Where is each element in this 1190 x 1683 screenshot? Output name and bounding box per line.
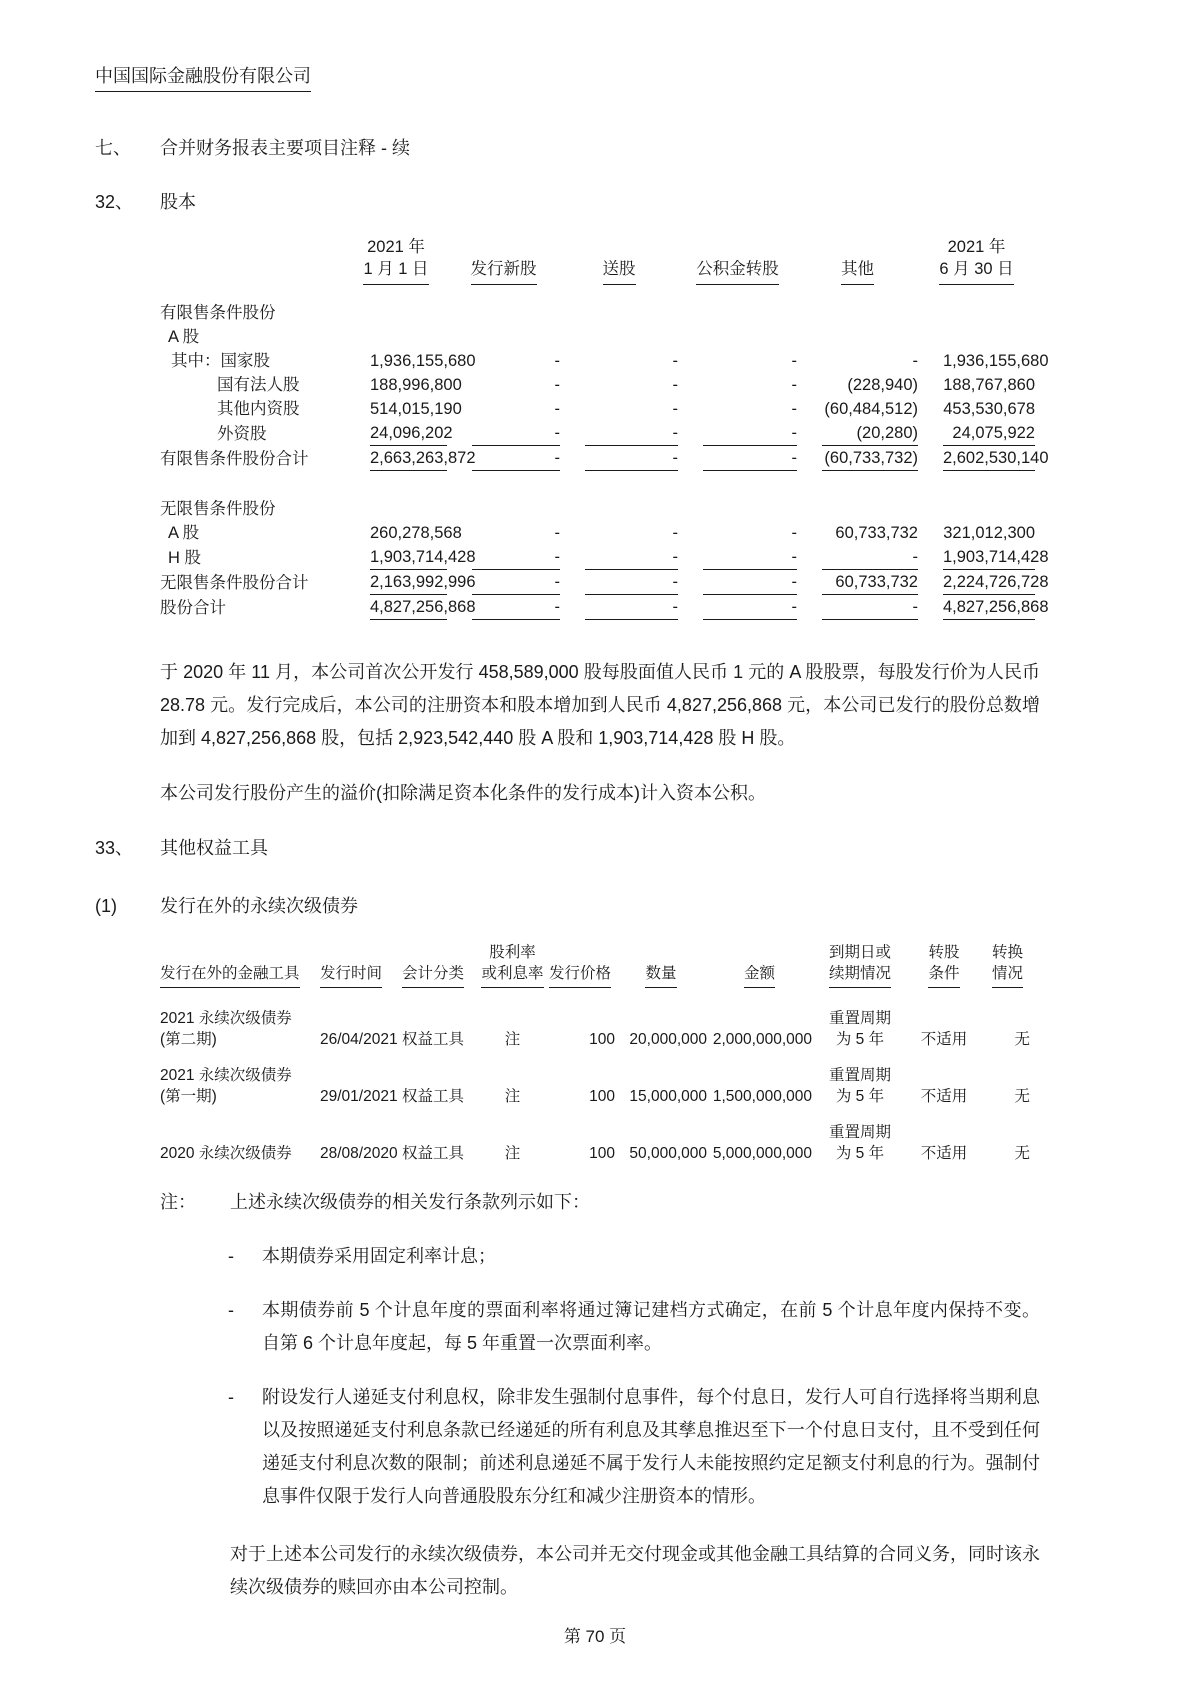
table-row-state-legal-person-shares [160, 373, 1035, 397]
perpetual-bonds-table [160, 942, 1035, 1164]
cell-reserve-conversion: - [703, 570, 797, 595]
share-table-header-year-row [160, 236, 1035, 258]
section-33-title: 其他权益工具 [160, 838, 268, 858]
section-33-1-title: 发行在外的永续次级债券 [160, 896, 358, 916]
bond-quantity: 15,000,000 [629, 1088, 707, 1105]
cell-opening: 260,278,568 [370, 524, 462, 542]
table-row-unrestricted-a-shares [160, 521, 1035, 545]
bullet-dash: - [228, 1246, 234, 1266]
bond-maturity: 重置周期 为 5 年 [828, 1067, 891, 1105]
row-label: 国家股 [220, 352, 270, 370]
note-bullet-2 [228, 1294, 1095, 1360]
cell-closing: 1,936,155,680 [943, 352, 1049, 370]
cell-opening: 2,163,992,996 [370, 570, 447, 595]
cell-new-issue: - [554, 352, 560, 370]
cell-closing: 453,530,678 [943, 400, 1035, 418]
cell-opening: 1,903,714,428 [370, 545, 447, 570]
cell-reserve-conversion: - [791, 400, 797, 418]
bond-conversion-status: 无 [1014, 1145, 1030, 1162]
table-row-restricted-total [160, 446, 1035, 471]
bond-price: 100 [589, 1031, 615, 1048]
section-32-heading [95, 188, 1095, 214]
col-header-reserve-conversion: 公积金转股 [696, 258, 779, 285]
table-row-other-domestic-shares [160, 397, 1035, 421]
cell-reserve-conversion: - [703, 545, 797, 570]
page-number: 第 70 页 [563, 1627, 627, 1646]
cell-bonus: - [585, 545, 678, 570]
cell-bonus: - [672, 524, 678, 542]
row-label: 外资股 [217, 425, 267, 443]
bond-row-2020 [160, 1107, 1035, 1164]
cell-reserve-conversion: - [703, 595, 797, 620]
bond-accounting: 权益工具 [402, 1031, 465, 1048]
bond-accounting: 权益工具 [402, 1145, 465, 1162]
row-label: 无限售条件股份合计 [160, 574, 309, 592]
cell-new-issue: - [472, 545, 560, 570]
cell-new-issue: - [472, 421, 560, 446]
cell-other: 60,733,732 [822, 570, 918, 595]
cell-closing: 188,767,860 [943, 376, 1035, 394]
cell-new-issue: - [472, 595, 560, 620]
bond-quantity: 20,000,000 [629, 1031, 707, 1048]
share-capital-table [160, 236, 1049, 620]
table-row-unrestricted-h-shares [160, 545, 1035, 570]
cell-new-issue: - [554, 376, 560, 394]
row-label: 其他内资股 [217, 400, 300, 418]
cell-closing: 321,012,300 [943, 524, 1035, 542]
cell-bonus: - [585, 446, 678, 471]
bond-name: 2021 永续次级债券 (第一期) [160, 1067, 292, 1105]
paragraph-premium: 本公司发行股份产生的溢价(扣除满足资本化条件的发行成本)计入资本公积。 [160, 783, 766, 803]
table-row-foreign-shares [160, 421, 1035, 446]
bond-maturity: 重置周期 为 5 年 [828, 1124, 891, 1162]
row-label: 股份合计 [160, 599, 226, 617]
bond-row-2021-tranche2 [160, 988, 1035, 1050]
bond-amount: 5,000,000,000 [712, 1145, 812, 1162]
col-header-conversion-terms: 转股 条件 [908, 942, 980, 988]
bonds-table-header-row [160, 942, 1035, 988]
section-33-heading [95, 834, 1095, 860]
bond-name: 2021 永续次级债券 (第二期) [160, 1010, 292, 1048]
row-prefix: 其中： [171, 352, 221, 370]
cell-closing: 2,224,726,728 [943, 570, 1035, 595]
section-33-1-number: (1) [95, 896, 117, 916]
bond-accounting: 权益工具 [402, 1088, 465, 1105]
cell-opening: 1,936,155,680 [370, 352, 476, 370]
section-33-1-heading [95, 892, 1095, 918]
row-label: H 股 [168, 549, 201, 567]
cell-other: - [822, 545, 918, 570]
bond-name: 2020 永续次级债券 [160, 1145, 292, 1162]
bond-issue-date: 29/01/2021 [320, 1088, 398, 1105]
company-name: 中国国际金融股份有限公司 [95, 62, 311, 92]
col-header-bonus-shares: 送股 [603, 258, 636, 285]
col-header-amount: 金额 [744, 963, 775, 988]
cell-new-issue: - [472, 446, 560, 471]
bond-conversion-terms: 不适用 [920, 1031, 968, 1048]
cell-new-issue: - [554, 524, 560, 542]
col-header-quantity: 数量 [645, 963, 676, 988]
bond-row-2021-tranche1 [160, 1050, 1035, 1107]
paragraph-ipo: 于 2020 年 11 月，本公司首次公开发行 458,589,000 股每股面值人民币 1 元的 A 股股票，每股发行价为人民币 28.78 元。发行完成后，本公司的注册资本和股本增加到人民币 4,827,256,868 元，本公司已发行的股份总数增加到 4,827,256,868 股，包括 2,923,542,440 股 A 股和 1,903,714,428 股 H 股。 [160, 662, 1040, 748]
cell-closing: 2,602,530,140 [943, 446, 1035, 471]
cell-other: 60,733,732 [835, 524, 918, 542]
col-header-issue-date: 发行时间 [320, 963, 382, 988]
col-header-other: 其他 [841, 258, 874, 285]
cell-bonus: - [585, 421, 678, 446]
note-bullet-3 [228, 1381, 1095, 1513]
note-label: 注： [160, 1192, 196, 1212]
cell-bonus: - [672, 376, 678, 394]
table-row-restricted-section [160, 301, 1035, 325]
cell-closing: 24,075,922 [943, 421, 1035, 446]
cell-reserve-conversion: - [703, 421, 797, 446]
bullet-dash: - [228, 1387, 234, 1407]
bond-rate: 注 [504, 1031, 521, 1048]
col-header-price: 发行价格 [549, 963, 611, 988]
section-33-number: 33、 [95, 838, 134, 858]
cell-bonus: - [672, 352, 678, 370]
cell-closing: 1,903,714,428 [943, 545, 1035, 570]
cell-reserve-conversion: - [703, 446, 797, 471]
table-row-a-share-subheader [160, 325, 1035, 349]
cell-other: - [822, 595, 918, 620]
cell-opening: 514,015,190 [370, 400, 462, 418]
bullet-dash: - [228, 1300, 234, 1320]
bond-issue-date: 26/04/2021 [320, 1031, 398, 1048]
cell-closing: 4,827,256,868 [943, 595, 1035, 620]
row-label: 有限售条件股份合计 [160, 450, 309, 468]
col-header-conversion-status: 转换 情况 [980, 942, 1035, 988]
cell-other: (60,733,732) [822, 446, 918, 471]
table-row-grand-total [160, 595, 1035, 620]
bond-conversion-terms: 不适用 [920, 1088, 968, 1105]
cell-bonus: - [585, 595, 678, 620]
row-label: 国有法人股 [217, 376, 300, 394]
bullet-text: 本期债券采用固定利率计息； [262, 1246, 496, 1266]
bond-maturity: 重置周期 为 5 年 [828, 1010, 891, 1048]
bond-conversion-status: 无 [1014, 1088, 1030, 1105]
bond-issue-date: 28/08/2020 [320, 1145, 398, 1162]
note-intro-text: 上述永续次级债券的相关发行条款列示如下： [230, 1192, 590, 1212]
bond-conversion-status: 无 [1014, 1031, 1030, 1048]
col-header-closing-date: 6 月 30 日 [939, 258, 1013, 285]
section-32-title: 股本 [160, 192, 196, 212]
table-row-unrestricted-total [160, 570, 1035, 595]
note-intro-row [160, 1186, 1095, 1219]
table-row-unrestricted-section [160, 497, 1035, 521]
cell-other: (20,280) [822, 421, 918, 446]
bond-price: 100 [589, 1088, 615, 1105]
bullet-text: 附设发行人递延支付利息权，除非发生强制付息事件，每个付息日，发行人可自行选择将当期利息以及按照递延支付利息条款已经递延的所有利息及其孳息推迟至下一个付息日支付，且不受到任何递延支付利息次数的限制；前述利息递延不属于发行人未能按照约定足额支付利息的行为。强制付息事件仅限于发行人向普通股股东分红和减少注册资本的情形。 [262, 1387, 1040, 1506]
bullet-text: 本期债券前 5 个计息年度的票面利率将通过簿记建档方式确定，在前 5 个计息年度内保持不变。自第 6 个计息年度起，每 5 年重置一次票面利率。 [262, 1300, 1040, 1353]
cell-other: (228,940) [847, 376, 918, 394]
bond-amount: 2,000,000,000 [712, 1031, 812, 1048]
col-header-accounting: 会计分类 [402, 963, 464, 988]
row-label: A 股 [168, 524, 200, 542]
table-row-state-shares [160, 349, 1035, 373]
cell-new-issue: - [554, 400, 560, 418]
cell-opening: 24,096,202 [370, 421, 447, 446]
row-label: A 股 [168, 328, 200, 346]
cell-reserve-conversion: - [791, 524, 797, 542]
section-32-number: 32、 [95, 192, 134, 212]
cell-bonus: - [585, 570, 678, 595]
cell-new-issue: - [472, 570, 560, 595]
bond-quantity: 50,000,000 [629, 1145, 707, 1162]
col-header-rate: 股利率 或利息率 [480, 942, 545, 988]
bond-rate: 注 [504, 1088, 521, 1105]
cell-bonus: - [672, 400, 678, 418]
cell-opening: 188,996,800 [370, 376, 462, 394]
cell-opening: 4,827,256,868 [370, 595, 447, 620]
cell-other: (60,484,512) [824, 400, 918, 418]
row-label: 有限售条件股份 [160, 304, 276, 322]
col-header-closing-year: 2021 年 [947, 238, 1006, 256]
col-header-instrument: 发行在外的金融工具 [160, 963, 300, 988]
col-header-opening-date: 1 月 1 日 [363, 258, 428, 285]
bond-rate: 注 [504, 1145, 521, 1162]
bond-price: 100 [589, 1145, 615, 1162]
bond-amount: 1,500,000,000 [712, 1088, 812, 1105]
cell-other: - [912, 352, 918, 370]
note-bullet-1 [228, 1240, 1095, 1273]
section-7-heading [95, 134, 1095, 160]
col-header-maturity: 到期日或 续期情况 [812, 942, 908, 988]
section-7-number: 七、 [95, 138, 131, 158]
cell-opening: 2,663,263,872 [370, 446, 447, 471]
share-table-header-row [160, 258, 1035, 287]
row-label: 无限售条件股份 [160, 500, 276, 518]
paragraph-settlement: 对于上述本公司发行的永续次级债券，本公司并无交付现金或其他金融工具结算的合同义务，同时该永续次级债券的赎回亦由本公司控制。 [230, 1544, 1040, 1597]
bond-conversion-terms: 不适用 [920, 1145, 968, 1162]
cell-reserve-conversion: - [791, 376, 797, 394]
col-header-new-issue: 发行新股 [471, 258, 537, 285]
cell-reserve-conversion: - [791, 352, 797, 370]
section-7-title: 合并财务报表主要项目注释 - 续 [160, 138, 410, 158]
col-header-opening-year: 2021 年 [367, 238, 425, 256]
